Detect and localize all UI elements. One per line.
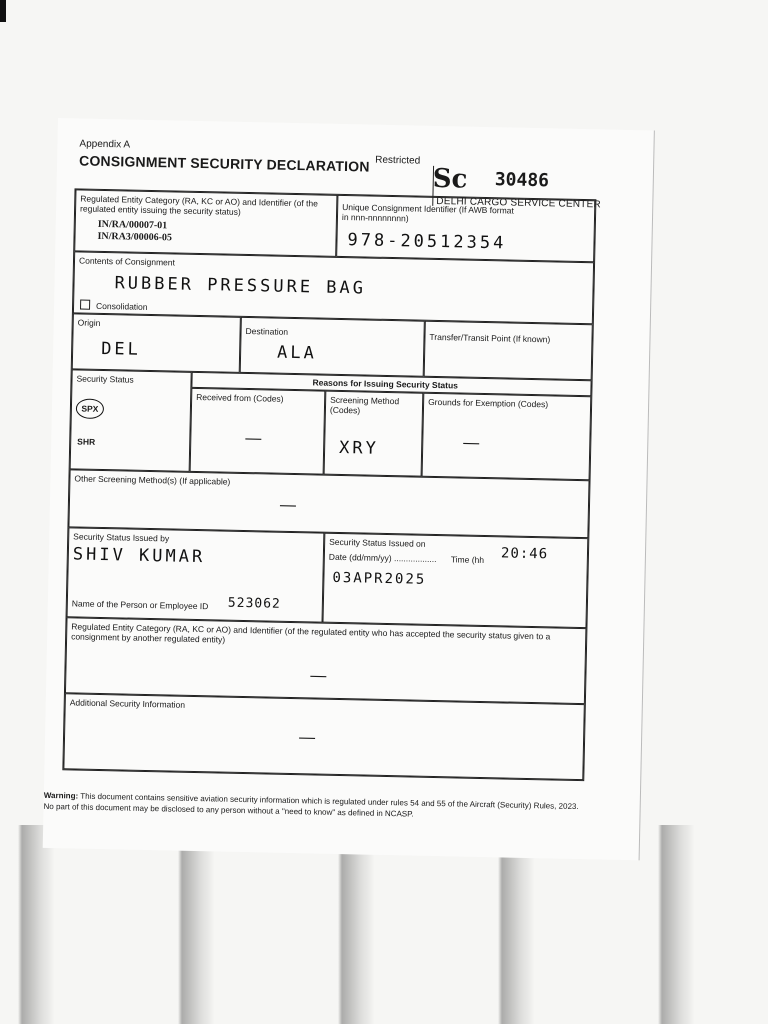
- origin-value: DEL: [100, 338, 142, 360]
- restricted-label: Restricted: [375, 154, 421, 167]
- issued-by-value: SHIV KUMAR: [72, 544, 206, 568]
- stamp-logo: Sc: [432, 163, 468, 195]
- unique-consignment-value: 978-20512354: [347, 230, 507, 254]
- stamp-center-name: DELHI CARGO SERVICE CENTER: [436, 195, 601, 211]
- transit-cell: Transfer/Transit Point (If known): [424, 321, 593, 381]
- declaration-form: [62, 188, 596, 781]
- document-title: CONSIGNMENT SECURITY DECLARATION: [78, 152, 370, 175]
- additional-info-value: —: [298, 729, 316, 747]
- regulated-entity-id-1: IN/RA/00007-01: [97, 218, 168, 232]
- origin-cell: Origin DEL: [72, 313, 241, 373]
- employee-id-value: 523062: [227, 595, 281, 612]
- issued-date-value: 03APR2025: [332, 569, 427, 588]
- issued-by-cell: Security Status Issued by SHIV KUMAR Name of the Person or Employee ID 523062: [67, 527, 325, 622]
- scan-edge-mark: [0, 0, 6, 22]
- screening-method-value: XRY: [338, 437, 380, 459]
- other-screening-cell: Other Screening Method(s) (If applicable) —: [68, 469, 589, 538]
- security-status-spx: SPX: [76, 398, 104, 419]
- issued-on-cell: Security Status Issued on Date (dd/mm/yy) .................. Time (hh 20:46 03APR2025: [322, 533, 588, 629]
- issued-time-value: 20:46: [500, 545, 549, 563]
- screening-method-cell: Screening Method (Codes) XRY: [324, 391, 424, 477]
- regulated-entity-cell: Regulated Entity Category (RA, KC or AO) and Identifier (of the regulated entity issuing the security status) IN/RA/00007-01 IN/RA3/00006-05: [74, 189, 337, 256]
- security-status-cell: Security Status SPX SHR: [70, 369, 192, 471]
- consolidation-checkbox[interactable]: [80, 300, 90, 310]
- other-screening-value: —: [279, 496, 297, 515]
- accepting-entity-value: —: [310, 667, 327, 685]
- accepting-entity-cell: Regulated Entity Category (RA, KC or AO) and Identifier (of the regulated entity who has accepted the security status given to a consignment by another regulated entity) —: [65, 617, 586, 704]
- appendix-label: Appendix A: [79, 138, 131, 151]
- security-status-shr: SHR: [77, 436, 96, 447]
- consolidation-label: Consolidation: [95, 300, 148, 312]
- regulated-entity-id-2: IN/RA3/00006-05: [97, 230, 173, 244]
- grounds-exemption-cell: Grounds for Exemption (Codes) —: [422, 393, 592, 480]
- destination-value: ALA: [276, 342, 318, 364]
- received-from-value: —: [245, 429, 262, 448]
- declaration-sheet: [43, 118, 655, 860]
- grounds-exemption-value: —: [463, 434, 480, 452]
- contents-cell: Contents of Consignment RUBBER PRESSURE BAG Consolidation: [73, 251, 594, 324]
- received-from-cell: Received from (Codes) —: [190, 388, 326, 475]
- destination-cell: Destination ALA: [240, 317, 425, 377]
- additional-info-cell: Additional Security Information —: [63, 693, 584, 780]
- reasons-header-cell: Reasons for Issuing Security Status: [191, 372, 591, 396]
- contents-value: RUBBER PRESSURE BAG: [114, 273, 367, 299]
- unique-consignment-cell: Unique Consignment Identifier (If AWB format in nnn-nnnnnnnn) 978-20512354: [336, 195, 595, 262]
- warning-notice: Warning: This document contains sensitive aviation security information which is regulated under rules 54 and 55 of the Aircraft (Security) Rules, 2023. No part of this document may be disclosed to any person without a "need to know" as defined in NCASP.: [43, 790, 579, 819]
- stamp-number: 30486: [494, 169, 550, 192]
